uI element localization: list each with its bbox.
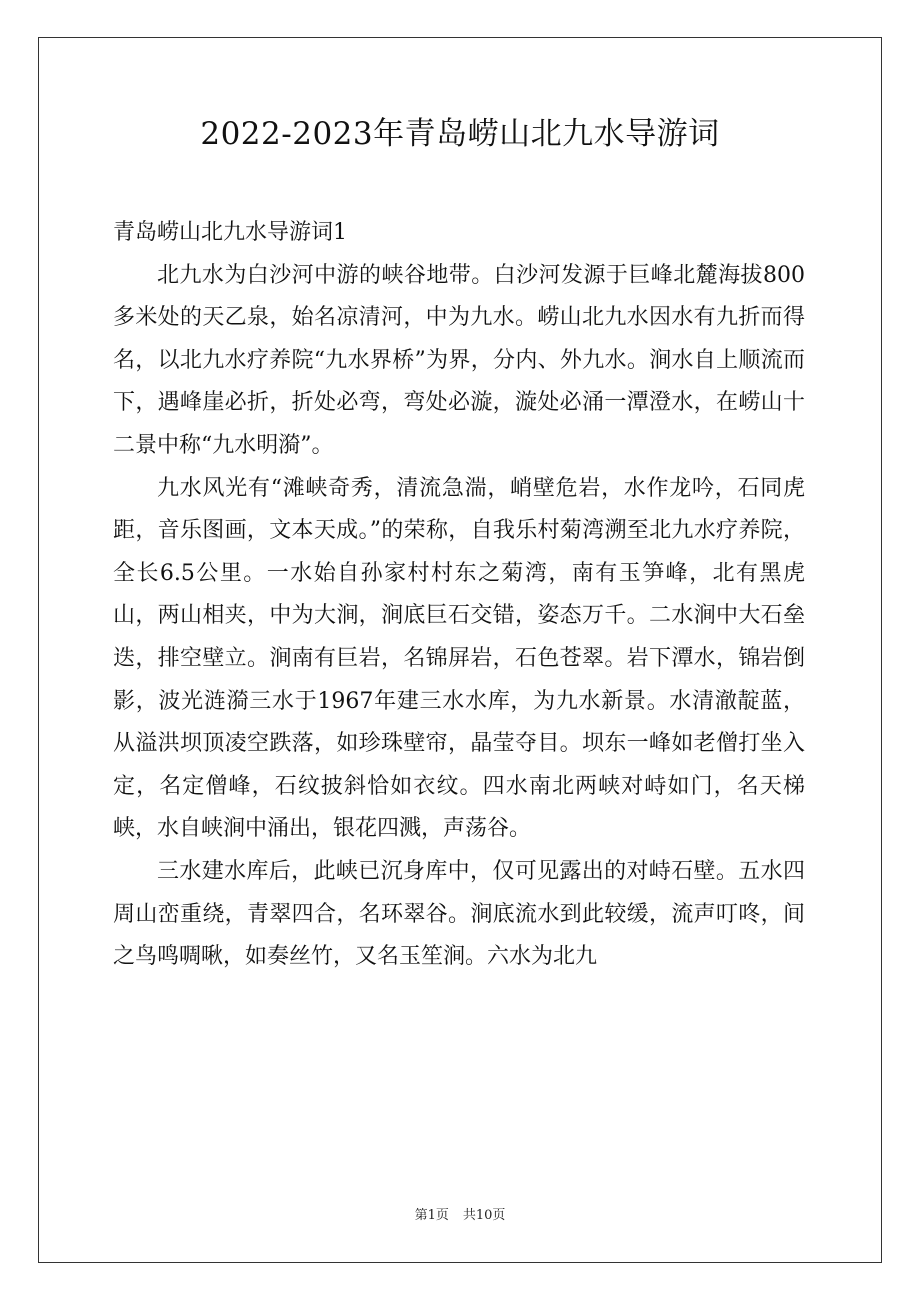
document-title: 2022-2023年青岛崂山北九水导游词 xyxy=(200,116,720,152)
page-total: 共10页 xyxy=(462,1208,506,1223)
document-body xyxy=(113,212,805,979)
paragraph-3: 三水建水库后，此峡已沉身库中，仅可见露出的对峙石壁。五水四周山峦重绕，青翠四合，名环翠谷。涧底流水到此较缓，流声叮咚，间之鸟鸣啁啾，如奏丝竹，又名玉笙涧。六水为北九 xyxy=(113,858,805,970)
page-footer xyxy=(0,1207,920,1225)
page-number: 第1页 xyxy=(414,1208,449,1223)
paragraph-1: 北九水为白沙河中游的峡谷地带。白沙河发源于巨峰北麓海拔800多米处的天乙泉，始名凉清河，中为九水。崂山北九水因水有九折而得名，以北九水疗养院“九水界桥”为界，分内、外九水。涧水自上顺流而下，遇峰崖必折，折处必弯，弯处必漩，漩处必涌一潭澄水，在崂山十二景中称“九水明漪”。 xyxy=(113,262,805,458)
paragraph-2: 九水风光有“滩峡奇秀，清流急湍，峭壁危岩，水作龙吟，石同虎距，音乐图画，文本天成。”的荣称，自我乐村菊湾溯至北九水疗养院，全长6.5公里。一水始自孙家村村东之菊湾，南有玉笋峰，北有黑虎山，两山相夹，中为大涧，涧底巨石交错，姿态万千。二水涧中大石垒迭，排空壁立。涧南有巨岩，名锦屏岩，石色苍翠。岩下潭水，锦岩倒影，波光涟漪三水于1967年建三水水库，为九水新景。水清澈靛蓝，从溢洪坝顶凌空跌落，如珍珠壁帘，晶莹夺目。坝东一峰如老僧打坐入定，名定僧峰，石纹披斜恰如衣纹。四水南北两峡对峙如门，名天梯峡，水自峡涧中涌出，银花四溅，声荡谷。 xyxy=(113,475,805,842)
section-heading: 青岛崂山北九水导游词1 xyxy=(113,220,347,245)
